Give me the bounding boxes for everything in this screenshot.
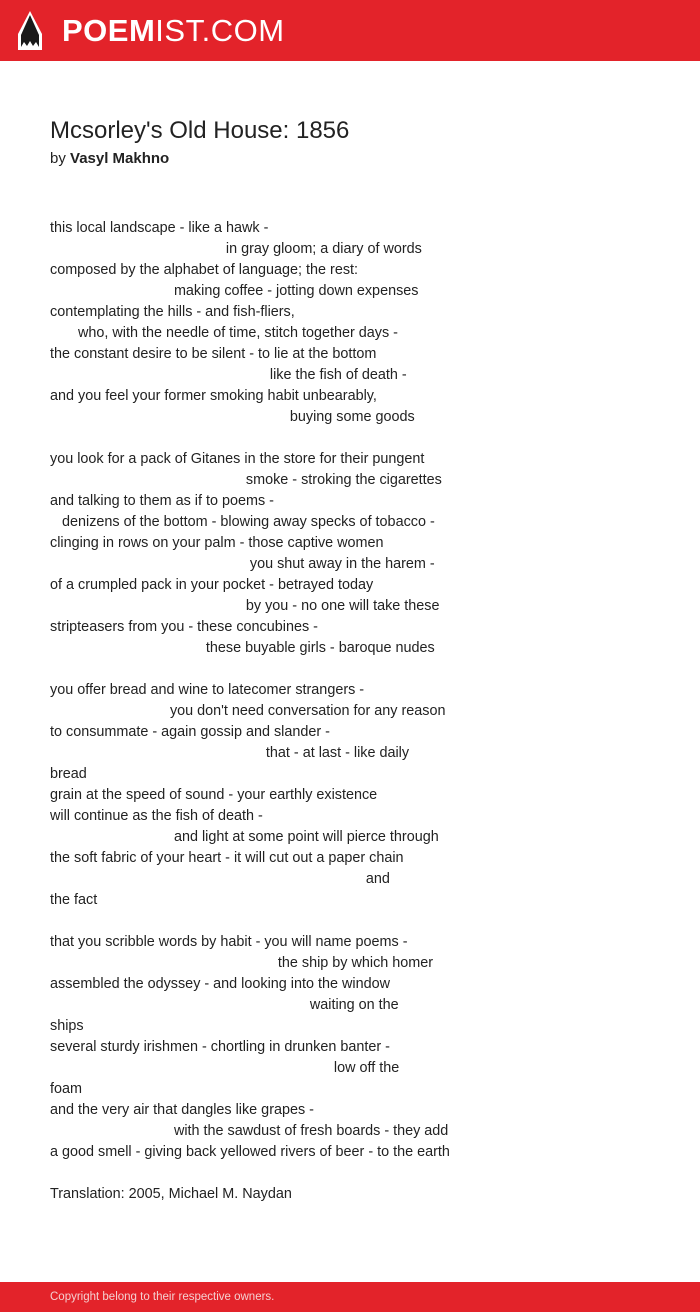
poem-line: low off the [50,1060,400,1076]
poem-line: with the sawdust of fresh boards - they add [50,1123,449,1139]
poem-line: and [50,871,390,887]
poem-line: of a crumpled pack in your pocket - betrayed today [50,577,374,593]
poem-line: several sturdy irishmen - chortling in drunken banter - [50,1039,390,1055]
poem-line [50,911,670,932]
poem-line: stripteasers from you - these concubines - [50,619,318,635]
pencil-icon[interactable] [17,10,43,52]
poem-line: smoke - stroking the cigarettes [50,472,442,488]
site-footer [0,1282,700,1312]
poem-line: and light at some point will pierce through [50,829,439,845]
poem-line: you offer bread and wine to latecomer strangers - [50,682,365,698]
poem-line: you shut away in the harem - [50,556,435,572]
poem-line [50,428,670,449]
by-label: by [50,150,66,167]
poem-line: in gray gloom; a diary of words [50,241,422,257]
logo-light-text: IST.COM [155,13,285,48]
poem-line: that you scribble words by habit - you will name poems - [50,934,408,950]
poem-line: composed by the alphabet of language; the rest: [50,262,359,278]
poem-line: by you - no one will take these [50,598,440,614]
poem-line: foam [50,1081,82,1097]
poem-line: denizens of the bottom - blowing away specks of tobacco - [50,514,435,530]
poem-line: a good smell - giving back yellowed rivers of beer - to the earth [50,1144,450,1160]
poem-line: grain at the speed of sound - your earthly existence [50,787,378,803]
poem-line: contemplating the hills - and fish-fliers, [50,304,295,320]
poem-line: bread [50,766,87,782]
logo-bold-text: POEM [62,13,156,48]
poem-line: ships [50,1018,84,1034]
poem-line: you look for a pack of Gitanes in the store for their pungent [50,451,425,467]
poem-line: assembled the odyssey - and looking into the window [50,976,390,992]
translation-credit: Translation: 2005, Michael M. Naydan [50,1186,292,1202]
site-logo[interactable] [62,12,285,50]
poem-line: to consummate - again gossip and slander - [50,724,330,740]
poem-line: will continue as the fish of death - [50,808,263,824]
poem-line: this local landscape - like a hawk - [50,220,269,236]
poem-title: Mcsorley's Old House: 1856 [50,117,350,144]
poem-line: you don't need conversation for any reason [50,703,446,719]
poem-line: clinging in rows on your palm - those captive women [50,535,384,551]
author-name: Vasyl Makhno [70,150,170,167]
poem-line: and talking to them as if to poems - [50,493,274,509]
poem-line: making coffee - jotting down expenses [50,283,419,299]
poem-line: and the very air that dangles like grapes - [50,1102,314,1118]
poem-line: these buyable girls - baroque nudes [50,640,435,656]
poem-line [50,659,670,680]
poem-body [50,218,670,1163]
poem-line: who, with the needle of time, stitch together days - [50,325,398,341]
poem-line: and you feel your former smoking habit unbearably, [50,388,377,404]
poem-line: that - at last - like daily [50,745,410,761]
byline [50,149,169,169]
poem-line: the soft fabric of your heart - it will cut out a paper chain [50,850,404,866]
poem-line: the ship by which homer [50,955,434,971]
poem-line: waiting on the [50,997,399,1013]
poem-line: the fact [50,892,98,908]
copyright-notice: Copyright belong to their respective owners. [50,1291,275,1303]
site-header [0,0,700,61]
poem-line: like the fish of death - [50,367,407,383]
poem-line: the constant desire to be silent - to lie at the bottom [50,346,377,362]
poem-line: buying some goods [50,409,415,425]
